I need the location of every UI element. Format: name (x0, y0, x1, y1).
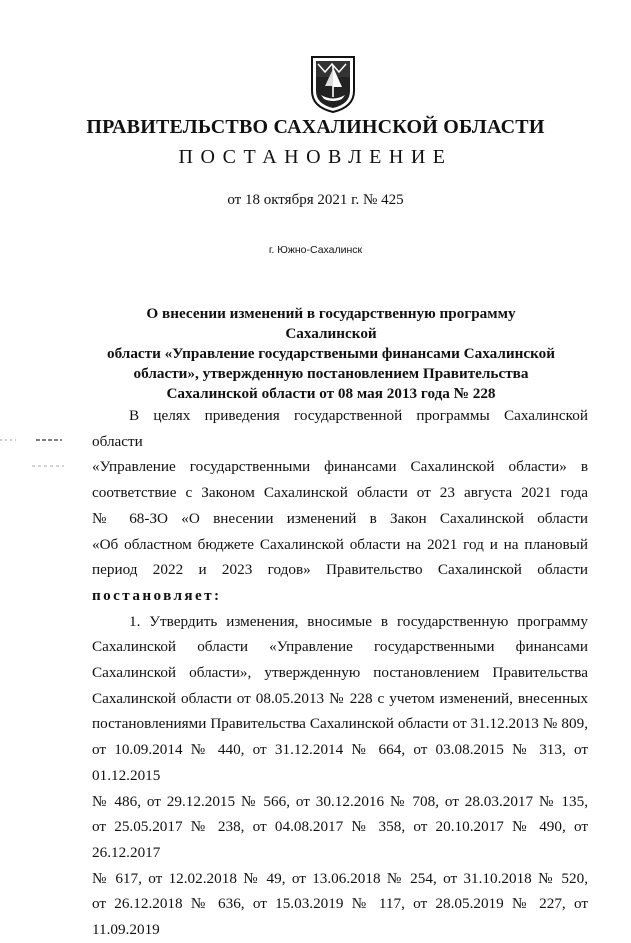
body-line: от 26.12.2018 № 636, от 15.03.2019 № 117, от 28.05.2019 № 227, от 11.09.2019 (92, 895, 588, 939)
body-line: соответствие с Законом Сахалинской области от 23 августа 2021 года (92, 484, 588, 502)
body-line: период 2022 и 2023 годов» Правительство Сахалинской области (92, 561, 588, 579)
sakhalin-coat-of-arms-icon (308, 55, 358, 113)
body-line: № 617, от 12.02.2018 № 49, от 13.06.2018 № 254, от 31.10.2018 № 520, (92, 869, 588, 887)
decree-word: постановляет: (92, 586, 222, 604)
document-type: ПОСТАНОВЛЕНИЕ (178, 146, 453, 168)
document-subject (100, 304, 562, 404)
document-body (92, 403, 588, 943)
subject-line: области «Управление государствеными финансами Сахалинской (106, 345, 556, 362)
body-line: В целях приведения государственной программы Сахалинской области (92, 407, 588, 450)
scan-artifacts (0, 430, 70, 470)
body-line: Сахалинской области», утвержденную постановлением Правительства (92, 664, 588, 682)
body-line: «Управление государственными финансами Сахалинской области» в (92, 458, 588, 476)
body-line: № 486, от 29.12.2015 № 566, от 30.12.2016 № 708, от 28.03.2017 № 135, (92, 792, 588, 810)
document-date: от 18 октября 2021 г. № 425 (227, 192, 404, 208)
city-name: г. Южно-Сахалинск (268, 244, 363, 256)
subject-line: О внесении изменений в государственную программу Сахалинской (146, 305, 516, 342)
subject-line: Сахалинской области от 08 мая 2013 года № 228 (166, 385, 496, 402)
subject-line: области», утвержденную постановлением Правительства (133, 365, 529, 382)
body-line: 1. Утвердить изменения, вносимые в государственную программу (129, 612, 588, 630)
organization-name: ПРАВИТЕЛЬСТВО САХАЛИНСКОЙ ОБЛАСТИ (86, 116, 545, 138)
body-line: от 10.09.2014 № 440, от 31.12.2014 № 664, от 03.08.2015 № 313, от 01.12.2015 (92, 741, 588, 784)
body-line: «Об областном бюджете Сахалинской области на 2021 год и на плановый (92, 535, 588, 553)
body-line: от 25.05.2017 № 238, от 04.08.2017 № 358, от 20.10.2017 № 490, от 26.12.2017 (92, 818, 588, 861)
body-line: Сахалинской области от 08.05.2013 № 228 с учетом изменений, внесенных (92, 689, 588, 707)
body-line: постановлениями Правительства Сахалинской области от 31.12.2013 № 809, (92, 715, 588, 733)
body-line: № 68-ЗО «О внесении изменений в Закон Сахалинской области (92, 509, 588, 527)
body-line: Сахалинской области «Управление государственными финансами (92, 638, 588, 656)
